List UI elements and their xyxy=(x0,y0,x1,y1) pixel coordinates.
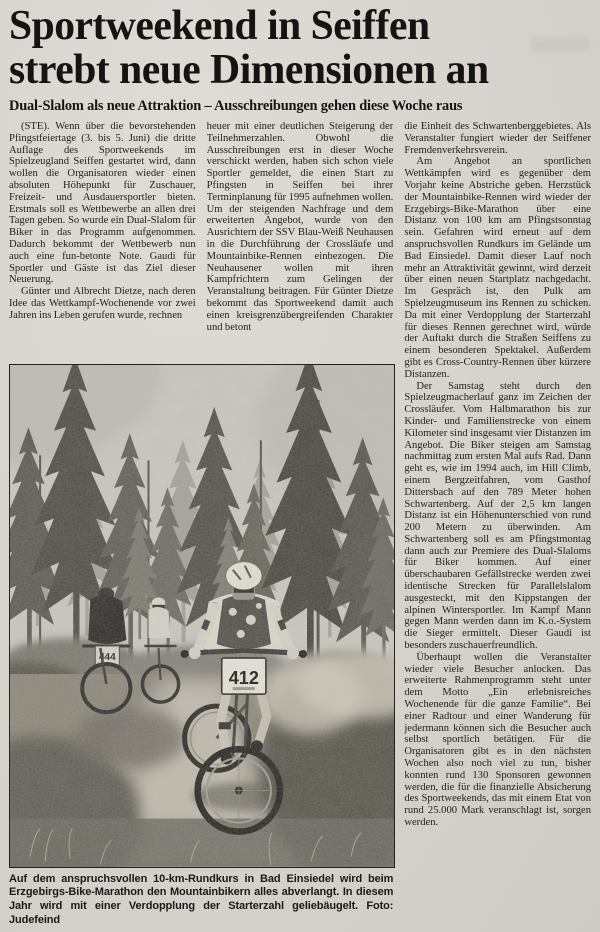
article-body xyxy=(9,121,591,927)
paragraph: Am Angebot an sportlichen Wettkämpfen wird es gegenüber dem Vorjahr keine Abstriche geben. Herzstück der Mountainbike-Rennen wird wieder der Erzgebirgs-Bike-Marathon über eine Distanz von 100 km am Pfingstsonntag sein. Gefahren wird erneut auf dem anspruchsvollen Rundkurs im Gelände um Bad Einsiedel. Damit dieser Lauf noch mehr an Attraktivität gewinnt, wird derzeit über einen neuen Startplatz nachgedacht. Im Gespräch ist, den Pulk am Spielzeugmuseum ins Rennen zu schicken. Da mit einer Verdopplung der Starterzahl für dieses Rennen gerechnet wird, würde der Auftakt durch die Straßen Seiffens zu einem besonderen Spektakel. Außerdem gibt es Cross-Country-Rennen über kürzere Distanzen. xyxy=(404,156,591,380)
film-grain-overlay xyxy=(10,365,394,867)
paragraph: Der Samstag steht durch den Spielzeugmacherlauf ganz im Zeichen der Crossläufer. Vom Halbmarathon bis zur Kinder- und Familienstrecke von einem Kilometer sind insgesamt vier Distanzen im Angebot. Die Biker steigen am Samstag nachmittag zum ersten Mal aufs Rad. Dann geht es, wie im 1994 auch, im Hill Climb, einem Bergzeitfahren, vom Gasthof Dittersbach auf den 789 Meter hohen Schwartenberg. Auf der 2,5 km langen Distanz ist ein Höhenunterschied von rund 200 Metern zu überwinden. Am Schwartenberg soll es am Pfingstmontag dann auch zur Premiere des Dual-Slaloms für Biker kommen. Auf einer überschaubaren Gefällstrecke werden zwei identische Strecken für Parallelslalom ausgesteckt, mit den Kippstangen der alpinen Wintersportler. Im Kampf Mann gegen Mann werden dann im K.o.-System die Sieger ermittelt. Dieser Gaudi ist besonders zuschauerfreundlich. xyxy=(404,380,591,652)
paragraph: die Einheit des Schwartenberggebietes. Als Veranstalter fungiert wieder der Seiffener Fremdenverkehrsverein. xyxy=(404,121,591,156)
text-column-3 xyxy=(404,121,591,927)
paragraph: (STE). Wenn über die bevorstehenden Pfingstfeiertage (3. bis 5. Juni) die dritte Auflage des Sportweekends im Spielzeugland Seiffen gestartet wird, dann wollen die Organisatoren wieder einen absoluten Höhepunkt für Zuschauer, Freizeit- und Ausdauersportler bieten. Erstmals soll es Wettbewerbe an allen drei Tagen geben. So wurde ein Dual-Slalom für Biker in das Programm aufgenommen. Dadurch bekommt der Wettbewerb nun auch eine fun-betonte Note. Gaudi für Sportler und Gäste ist das Ziel dieser Neuerung. xyxy=(9,121,196,286)
caption-text: Auf dem anspruchsvollen 10-km-Rundkurs in Bad Einsiedel wird beim Erzgebirgs-Bike-Marathon den Mountainbikern alles abverlangt. In diesem Jahr wird mit einer Verdopplung der Starterzahl geliebäugelt. xyxy=(9,872,394,912)
paragraph: Überhaupt wollen die Veranstalter wieder viele Besucher anlocken. Das erweiterte Rahmenprogramm steht unter dem Motto „Ein erlebnisreiches Wochenende für die ganze Familie“. Bei einer Radtour und einer Wanderung für jedermann können sich die Besucher auch selbst sportlich betätigen. Für die Organisatoren gibt es in den nächsten Wochen also noch viel zu tun, bisher konnten rund 130 Sponsoren gewonnen werden, die für die finanzielle Absicherung des Sportweekends, das mit einem Etat von rund 25.000 Mark veranschlagt ist, sorgen werden. xyxy=(404,651,591,829)
subheadline: Dual-Slalom als neue Attraktion – Ausschreibungen gehen diese Woche raus xyxy=(9,98,463,114)
paragraph: heuer mit einer deutlichen Steigerung der Teilnehmerzahlen. Obwohl die Ausschreibungen erst in dieser Woche verschickt werden, haben sich schon viele Sportler gemeldet, die einen Start zu Pfingsten in Seiffen bei ihrer Terminplanung für 1995 aufnehmen wollen. Um der steigenden Nachfrage und dem erweiterten Angebot, wurde von den Ausrichtern der SSV Blau-Weiß Neuhausen in die Durchführung der Crossläufe und Mountainbike-Rennen einbezogen. Die Neuhausener wollen mit ihren Kampfrichtern zum Gelingen der Veranstaltung beitragen. Für Günter Dietze bekommt das Sportweekend damit auch einen kreisgrenzübergreifenden Charakter und betont xyxy=(206,121,394,333)
headline xyxy=(9,4,585,92)
headline-line-2: strebt neue Dimensionen an xyxy=(9,47,489,93)
mountainbike-race-photo xyxy=(9,364,395,868)
paragraph: Günter und Albrecht Dietze, nach deren Idee das Wettkampf-Wochenende vor zwei Jahren ins Leben gerufen wurde, rechnen xyxy=(9,286,196,321)
text-column-1 xyxy=(9,121,196,359)
article-photo xyxy=(9,364,393,927)
text-column-2 xyxy=(207,121,394,359)
photo-credit: Foto: Judefeind xyxy=(9,899,394,926)
photo-caption xyxy=(9,873,393,927)
headline-line-1: Sportweekend in Seiffen xyxy=(9,3,430,49)
